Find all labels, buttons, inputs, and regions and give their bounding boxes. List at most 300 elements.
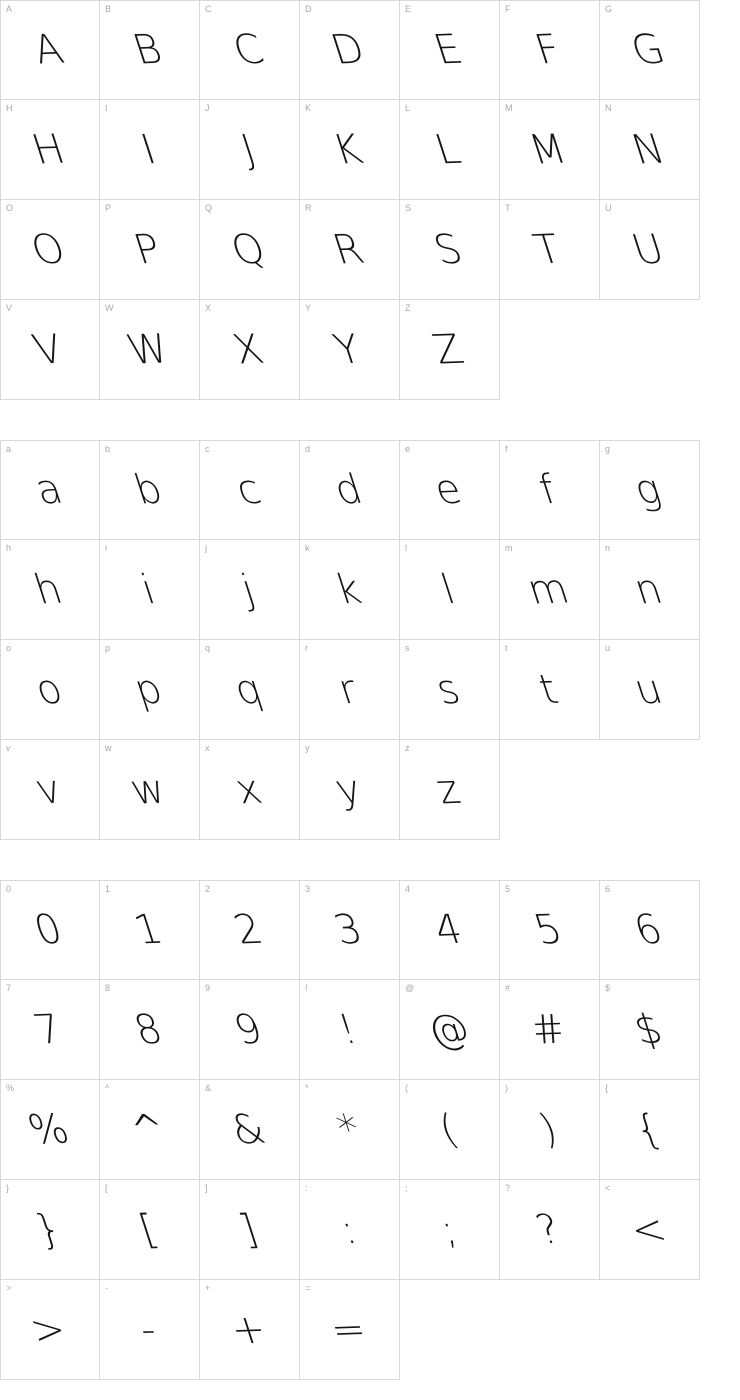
glyph-label: +: [205, 1283, 211, 1293]
glyph-cell[interactable]: [100, 740, 200, 840]
glyph-label: 5: [505, 884, 511, 894]
glyph-sample-text: a: [29, 466, 69, 514]
glyph-cell[interactable]: [300, 1180, 400, 1280]
glyph-row: [0, 300, 740, 400]
glyph-row: [0, 880, 740, 980]
glyph-cell[interactable]: [100, 300, 200, 400]
glyph-sample-text: +: [224, 1305, 273, 1354]
glyph-sample-text: >: [24, 1305, 73, 1354]
glyph-cell[interactable]: [300, 100, 400, 200]
glyph-label: N: [605, 103, 612, 113]
glyph-cell[interactable]: [600, 640, 700, 740]
glyph-label: U: [605, 203, 612, 213]
glyph-sample: [1, 28, 99, 72]
glyph-sample-text: V: [27, 326, 70, 373]
glyph-row: [0, 200, 740, 300]
glyph-cell[interactable]: [300, 1080, 400, 1180]
glyph-cell[interactable]: [400, 1180, 500, 1280]
glyph-cell[interactable]: [300, 200, 400, 300]
glyph-cell[interactable]: [300, 1280, 400, 1380]
glyph-sample-text: m: [521, 565, 575, 614]
glyph-label: Z: [405, 303, 411, 313]
glyph-cell[interactable]: [400, 980, 500, 1080]
glyph-cell[interactable]: [100, 100, 200, 200]
glyph-sample: [100, 568, 199, 612]
glyph-sample-text: p: [128, 666, 169, 713]
glyph-cell[interactable]: [200, 440, 300, 540]
glyph-sample: [100, 325, 199, 374]
glyph-label: E: [405, 4, 412, 14]
glyph-sample: [200, 1305, 299, 1354]
glyph-sample: [600, 568, 699, 612]
glyph-sample-text: 2: [228, 906, 269, 954]
glyph-cell[interactable]: [500, 1180, 600, 1280]
glyph-sample: [1, 225, 99, 274]
glyph-cell[interactable]: [600, 200, 700, 300]
glyph-cell[interactable]: [400, 300, 500, 400]
glyph-sample-text: K: [327, 126, 369, 173]
glyph-row: [0, 1280, 740, 1380]
glyph-sample-text: x: [228, 766, 268, 813]
glyph-label: ?: [505, 1183, 511, 1193]
glyph-sample: [400, 468, 499, 512]
glyph-cell[interactable]: [600, 100, 700, 200]
glyph-sample-text: 3: [328, 906, 369, 954]
glyph-cell[interactable]: [200, 300, 300, 400]
glyph-sample-text: N: [625, 125, 671, 174]
glyph-sample: [1, 125, 99, 174]
glyph-cell[interactable]: [0, 300, 100, 400]
glyph-cell[interactable]: [600, 980, 700, 1080]
glyph-label: ]: [205, 1183, 208, 1193]
glyph-cell[interactable]: [300, 0, 400, 100]
glyph-cell[interactable]: [500, 100, 600, 200]
glyph-label: J: [205, 103, 210, 113]
glyph-sample-text: ;: [434, 1206, 463, 1253]
glyph-sample: [500, 28, 599, 72]
glyph-cell[interactable]: [0, 640, 100, 740]
glyph-cell[interactable]: [500, 0, 600, 100]
glyph-sample: [1, 328, 99, 372]
glyph-cell[interactable]: [100, 1180, 200, 1280]
glyph-cell[interactable]: [200, 640, 300, 740]
glyph-cell[interactable]: [400, 0, 500, 100]
glyph-sample: [300, 1208, 399, 1252]
glyph-cell[interactable]: [300, 300, 400, 400]
glyph-sample-text: =: [324, 1305, 373, 1354]
glyph-cell[interactable]: [100, 1080, 200, 1180]
glyph-cell[interactable]: [600, 1080, 700, 1180]
glyph-sample: [600, 1205, 699, 1254]
glyph-sample: [1, 668, 99, 712]
glyph-cell[interactable]: [0, 1080, 100, 1180]
glyph-sample: [400, 228, 499, 272]
glyph-row: [0, 0, 740, 100]
glyph-cell[interactable]: [400, 440, 500, 540]
glyph-cell[interactable]: [200, 1180, 300, 1280]
glyph-cell[interactable]: [100, 880, 200, 980]
glyph-row: [0, 1080, 740, 1180]
glyph-label: a: [6, 444, 12, 454]
glyph-label: T: [505, 203, 511, 213]
glyph-sample: [300, 328, 399, 372]
glyph-sample: [400, 668, 499, 712]
glyph-cell[interactable]: [300, 740, 400, 840]
glyph-sample-text: d: [328, 466, 369, 514]
glyph-sample: [500, 468, 599, 512]
glyph-row: [0, 440, 740, 540]
glyph-sample-text: y: [328, 766, 368, 813]
glyph-sample: [1, 1105, 99, 1154]
glyph-label: v: [6, 743, 11, 753]
glyph-sample-text: P: [128, 226, 168, 273]
glyph-cell[interactable]: [600, 1180, 700, 1280]
glyph-sample: [400, 1005, 499, 1054]
glyph-label: }: [6, 1183, 10, 1193]
glyph-sample-text: w: [124, 765, 172, 814]
glyph-sample-text: @: [420, 1005, 476, 1054]
glyph-sample-text: ]: [232, 1206, 264, 1253]
glyph-sample: [300, 128, 399, 172]
glyph-sample-text: u: [628, 666, 669, 713]
glyph-label: H: [6, 103, 13, 113]
glyph-sample: [100, 468, 199, 512]
glyph-label: u: [605, 643, 611, 653]
glyph-cell[interactable]: [600, 0, 700, 100]
glyph-sample: [400, 768, 499, 812]
glyph-cell[interactable]: [400, 880, 500, 980]
glyph-sample: [200, 328, 299, 372]
glyph-sample: [400, 908, 499, 952]
glyph-cell[interactable]: [400, 640, 500, 740]
glyph-sample: [300, 908, 399, 952]
glyph-sample-text: <: [624, 1205, 673, 1254]
glyph-cell[interactable]: [200, 0, 300, 100]
glyph-label: !: [305, 983, 308, 993]
glyph-sample: [600, 228, 699, 272]
glyph-label: i: [105, 543, 108, 553]
glyph-sample-text: W: [121, 325, 176, 374]
glyph-label: 0: [6, 884, 12, 894]
glyph-sample-text: l: [435, 566, 461, 613]
glyph-cell-empty: [600, 740, 700, 840]
glyph-cell[interactable]: [0, 440, 100, 540]
glyph-sample: [500, 228, 599, 272]
glyph-sample: [1, 568, 99, 612]
glyph-sample: [200, 468, 299, 512]
glyph-sample: [100, 128, 199, 172]
glyph-cell[interactable]: [0, 880, 100, 980]
glyph-cell[interactable]: [500, 540, 600, 640]
glyph-label: 6: [605, 884, 611, 894]
glyph-block-lowercase: [0, 440, 740, 840]
glyph-label: h: [6, 543, 12, 553]
glyph-label: I: [105, 103, 108, 113]
glyph-cell[interactable]: [600, 440, 700, 540]
glyph-sample: [200, 128, 299, 172]
glyph-cell[interactable]: [500, 980, 600, 1080]
glyph-cell[interactable]: [100, 640, 200, 740]
glyph-label: Y: [305, 303, 312, 313]
glyph-sample: [1, 1305, 99, 1354]
glyph-row: [0, 540, 740, 640]
glyph-sample-text: J: [234, 126, 262, 173]
glyph-row: [0, 100, 740, 200]
glyph-cell[interactable]: [0, 100, 100, 200]
glyph-label: &: [205, 1083, 212, 1093]
glyph-sample: [100, 765, 199, 814]
glyph-label: W: [105, 303, 114, 313]
glyph-sample-text: h: [28, 566, 69, 613]
glyph-label: f: [505, 444, 508, 454]
glyph-label: ): [505, 1083, 509, 1093]
glyph-sample: [200, 1105, 299, 1154]
glyph-sample: [400, 1108, 499, 1152]
glyph-sample-text: n: [628, 566, 669, 613]
glyph-label: g: [605, 444, 611, 454]
glyph-label: b: [105, 444, 111, 454]
glyph-label: :: [305, 1183, 308, 1193]
glyph-sample: [400, 1208, 499, 1252]
glyph-sample-text: 1: [128, 906, 169, 954]
glyph-sample: [1, 1208, 99, 1252]
glyph-cell[interactable]: [200, 540, 300, 640]
glyph-sample: [1, 768, 99, 812]
glyph-sample-text: [: [132, 1206, 164, 1253]
glyph-cell[interactable]: [600, 880, 700, 980]
glyph-sample: [600, 28, 699, 72]
glyph-sample-text: Q: [225, 225, 272, 274]
glyph-cell[interactable]: [300, 440, 400, 540]
glyph-label: A: [6, 4, 13, 14]
glyph-cell-empty: [400, 1280, 500, 1380]
glyph-sample-text: M: [523, 125, 573, 174]
glyph-sample: [500, 668, 599, 712]
glyph-sample-text: B: [127, 26, 169, 74]
glyph-sample: [200, 28, 299, 72]
glyph-sample-text: *: [330, 1106, 366, 1153]
glyph-cell[interactable]: [200, 740, 300, 840]
glyph-sample: [300, 568, 399, 612]
glyph-label: {: [605, 1083, 609, 1093]
glyph-row: [0, 740, 740, 840]
glyph-sample-text: j: [235, 566, 261, 613]
glyph-label: M: [505, 103, 513, 113]
glyph-sample: [400, 28, 499, 72]
glyph-sample-text: D: [325, 26, 371, 74]
glyph-label: 2: [205, 884, 211, 894]
glyph-sample: [500, 1005, 599, 1054]
glyph-sample-text: E: [428, 26, 468, 74]
glyph-sample: [600, 668, 699, 712]
glyph-cell[interactable]: [0, 1180, 100, 1280]
glyph-cell[interactable]: [200, 200, 300, 300]
glyph-label: 1: [105, 884, 111, 894]
glyph-label: >: [6, 1283, 12, 1293]
glyph-label: ^: [105, 1083, 110, 1093]
glyph-sample-text: :: [334, 1206, 363, 1253]
glyph-sample: [500, 1108, 599, 1152]
glyph-cell[interactable]: [0, 540, 100, 640]
glyph-sample-text: #: [524, 1005, 573, 1054]
glyph-cell-empty: [500, 740, 600, 840]
glyph-label: s: [405, 643, 410, 653]
glyph-cell[interactable]: [100, 540, 200, 640]
glyph-label: m: [505, 543, 513, 553]
glyph-label: Q: [205, 203, 213, 213]
glyph-sample-text: ?: [530, 1206, 566, 1253]
glyph-sample: [300, 1108, 399, 1152]
glyph-label: 8: [105, 983, 111, 993]
glyph-label: k: [305, 543, 310, 553]
glyph-cell[interactable]: [0, 1280, 100, 1380]
glyph-sample: [500, 125, 599, 174]
glyph-label: C: [205, 4, 212, 14]
glyph-sample-text: f: [533, 466, 563, 514]
glyph-label: e: [405, 444, 411, 454]
glyph-sample: [200, 1008, 299, 1052]
glyph-sample: [100, 668, 199, 712]
glyph-sample-text: Z: [427, 326, 470, 373]
glyph-cell[interactable]: [500, 1080, 600, 1180]
glyph-label: t: [505, 643, 508, 653]
glyph-label: -: [105, 1283, 109, 1293]
glyph-sample-text: v: [29, 766, 68, 813]
glyph-sample-text: Y: [328, 326, 368, 373]
glyph-label: n: [605, 543, 611, 553]
glyph-sample: [100, 228, 199, 272]
glyph-cell[interactable]: [400, 540, 500, 640]
glyph-cell[interactable]: [300, 540, 400, 640]
glyph-sample-text: r: [332, 666, 364, 713]
glyph-label: 9: [205, 983, 211, 993]
glyph-cell[interactable]: [300, 980, 400, 1080]
glyph-label: x: [205, 743, 210, 753]
glyph-label: 3: [305, 884, 311, 894]
glyph-sample-text: -: [133, 1306, 163, 1353]
glyph-sample-text: U: [626, 226, 670, 273]
glyph-sample: [600, 1108, 699, 1152]
glyph-cell[interactable]: [300, 640, 400, 740]
glyph-sample-text: z: [430, 766, 466, 813]
glyph-label: [: [105, 1183, 108, 1193]
glyph-cell[interactable]: [0, 980, 100, 1080]
glyph-sample: [300, 468, 399, 512]
glyph-cell[interactable]: [100, 0, 200, 100]
glyph-sample: [400, 128, 499, 172]
glyph-cell[interactable]: [600, 540, 700, 640]
glyph-sample: [1, 908, 99, 952]
glyph-sample: [300, 1008, 399, 1052]
glyph-sample-text: S: [428, 226, 469, 273]
glyph-label: ;: [405, 1183, 408, 1193]
glyph-sample: [200, 768, 299, 812]
glyph-sample-text: t: [532, 666, 564, 713]
glyph-sample-text: 9: [228, 1006, 269, 1053]
glyph-label: @: [405, 983, 415, 993]
glyph-sample-text: k: [329, 566, 367, 613]
glyph-sample-text: 8: [128, 1006, 169, 1053]
glyph-sample: [300, 28, 399, 72]
glyph-label: w: [105, 743, 112, 753]
glyph-cell[interactable]: [500, 200, 600, 300]
glyph-sample-text: s: [430, 666, 466, 713]
glyph-sample: [100, 1208, 199, 1252]
glyph-sample-text: g: [628, 466, 668, 514]
glyph-label: O: [6, 203, 14, 213]
glyph-sample: [200, 908, 299, 952]
glyph-sample-text: C: [226, 26, 270, 74]
glyph-cell[interactable]: [200, 100, 300, 200]
glyph-sample-text: L: [429, 126, 467, 173]
glyph-cell[interactable]: [100, 1280, 200, 1380]
glyph-sample-text: {: [628, 1106, 669, 1153]
glyph-sample-text: i: [135, 566, 161, 613]
glyph-sample: [100, 1308, 199, 1352]
glyph-sample-text: c: [229, 466, 267, 514]
glyph-cell[interactable]: [500, 440, 600, 540]
glyph-cell[interactable]: [400, 740, 500, 840]
glyph-sample-text: }: [28, 1206, 69, 1253]
glyph-sample: [600, 1008, 699, 1052]
glyph-cell[interactable]: [200, 880, 300, 980]
glyph-sample: [200, 568, 299, 612]
glyph-label: l: [405, 543, 408, 553]
glyph-cell[interactable]: [400, 100, 500, 200]
glyph-label: (: [405, 1083, 409, 1093]
glyph-sample-text: G: [625, 26, 671, 74]
glyph-sample-text: &: [225, 1105, 271, 1154]
glyph-sample: [500, 908, 599, 952]
glyph-cell[interactable]: [0, 200, 100, 300]
glyph-sample-text: 6: [628, 906, 669, 954]
glyph-sample-text: %: [22, 1105, 75, 1154]
glyph-cell-empty: [500, 300, 600, 400]
glyph-sample-text: F: [529, 26, 567, 74]
glyph-cell[interactable]: [0, 0, 100, 100]
glyph-cell[interactable]: [200, 980, 300, 1080]
glyph-label: 4: [405, 884, 411, 894]
glyph-cell[interactable]: [300, 880, 400, 980]
glyph-sample: [100, 1105, 199, 1154]
glyph-cell[interactable]: [500, 640, 600, 740]
glyph-sample-text: X: [227, 326, 270, 373]
glyph-cell[interactable]: [400, 200, 500, 300]
glyph-label: R: [305, 203, 312, 213]
glyph-block-uppercase: [0, 0, 740, 400]
glyph-label: o: [6, 643, 12, 653]
glyph-cell[interactable]: [100, 200, 200, 300]
glyph-label: S: [405, 203, 412, 213]
glyph-cell[interactable]: [400, 1080, 500, 1180]
glyph-label: G: [605, 4, 613, 14]
glyph-cell[interactable]: [200, 1280, 300, 1380]
glyph-sample: [100, 1008, 199, 1052]
glyph-cell[interactable]: [100, 980, 200, 1080]
glyph-sample-text: I: [134, 126, 162, 173]
glyph-label: $: [605, 983, 611, 993]
glyph-sample: [400, 328, 499, 372]
glyph-cell[interactable]: [0, 740, 100, 840]
glyph-sample-text: !: [332, 1006, 364, 1053]
glyph-cell[interactable]: [100, 440, 200, 540]
glyph-sample-text: ): [532, 1106, 564, 1153]
glyph-cell[interactable]: [500, 880, 600, 980]
glyph-sample-text: ^: [124, 1105, 173, 1154]
glyph-cell[interactable]: [200, 1080, 300, 1180]
glyph-sample: [100, 28, 199, 72]
glyph-sample-text: 7: [28, 1006, 69, 1053]
